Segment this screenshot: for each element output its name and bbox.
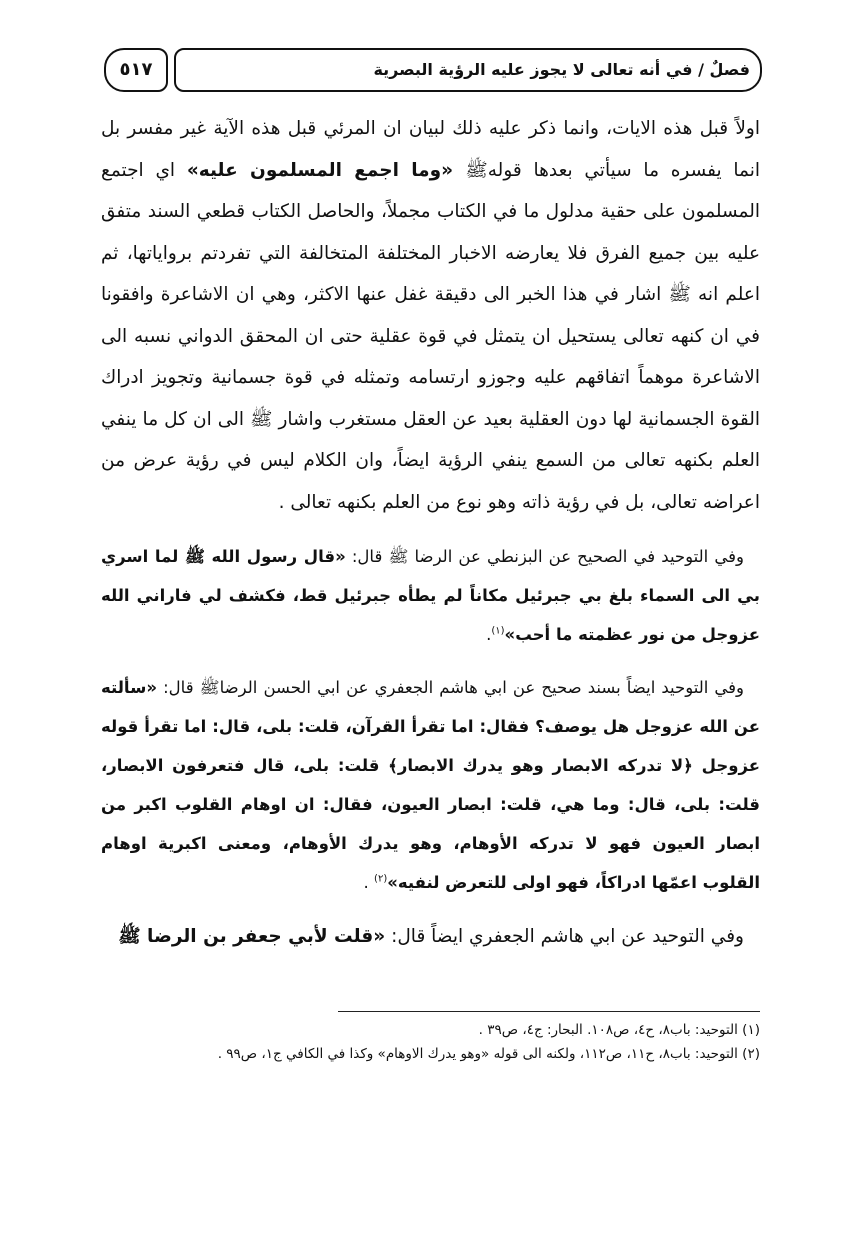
footnote-divider (338, 1011, 760, 1012)
salutation-glyph: ﷺ (250, 408, 273, 430)
text-segment: اي اجتمع المسلمون على حقية مدلول ما في الكتاب مجملاً، والحاصل الكتاب قطعي السند متفق عليه بين جميع الفرق فلا يعارضه الاخبار المختلفة المتخالفة التي تفردتم برواياتها، ثم اعلم انه (101, 159, 761, 305)
chapter-title: فصلٌ / في أنه تعالى لا يجوز عليه الرؤية البصرية (174, 48, 762, 92)
paragraph-2 (101, 537, 760, 654)
body-text (101, 108, 760, 958)
footnote-1: (١) التوحيد: باب٨، ح٤، ص١٠٨. البحار: ج٤، ص٣٩ . (478, 1022, 760, 1038)
bold-quote: «وما اجمع المسلمون عليه» (186, 159, 466, 181)
text-segment: وفي التوحيد في الصحيح عن البزنطي عن الرضا (408, 547, 744, 566)
text-segment: قال: (345, 547, 389, 566)
salutation-glyph: ﷺ (465, 159, 488, 181)
salutation-glyph: ﷺ (199, 678, 220, 697)
text-segment: وفي التوحيد ايضاً بسند صحيح عن ابي هاشم الجعفري عن ابي الحسن الرضا (219, 678, 744, 697)
paragraph-4 (101, 916, 760, 958)
paragraph-3 (101, 668, 760, 902)
salutation-glyph: ﷺ (388, 547, 409, 566)
footnote-ref-2: (٢) (374, 873, 388, 885)
footnote-ref-1: (١) (491, 625, 505, 637)
salutation-glyph: ﷺ (668, 284, 691, 305)
bold-quote: «قال رسول الله ﷺ لما اسري بي الى السماء بلغ بي جبرئيل مكاناً لم يطأه جبرئيل قط، فكشف لي فاراني الله عزوجل من نور عظمته ما أحب» (101, 547, 760, 644)
text-segment: قال: (157, 678, 200, 697)
page-number: ٥١٧ (104, 48, 168, 92)
text-segment: اشار في هذا الخبر الى دقيقة غفل عنها الاكثر، وهي ان الاشاعرة وافقونا في ان كنهه تعالى يستحيل ان يتمثل في قوة عقلية حتى ان المحقق الدواني نسبه الى الاشاعرة موهماً اتفاقهم عليه وجوزو ارتسامه وتمثله في قوة جسمانية وتجويز ادراك القوة الجسمانية لها دون العقلية بعيد عن العقل مستغرب واشار (101, 284, 761, 430)
text-segment: . (486, 625, 492, 644)
text-segment: الى ان كل ما ينفي العلم بكنهه تعالى من السمع ينفي الرؤية ايضاً، وان الكلام ليس في رؤية عرض من اعراضه تعالى، بل في رؤية ذاته وهو نوع من العلم بكنهه تعالى . (101, 408, 760, 513)
text-segment: وفي التوحيد عن ابي هاشم الجعفري ايضاً قال: (385, 926, 744, 947)
bold-quote: «قلت لأبي جعفر بن الرضا ﷺ (118, 926, 386, 947)
running-header (104, 48, 762, 94)
text-segment: . (363, 873, 375, 892)
footnotes (101, 1018, 760, 1066)
footnote-2: (٢) التوحيد: باب٨، ح١١، ص١١٢، ولكنه الى قوله «وهو يدرك الاوهام» وكذا في الكافي ج١، ص٩٩ . (217, 1046, 760, 1062)
text-segment: اولاً قبل هذه الايات، وانما ذكر عليه ذلك لبيان ان المرئي قبل هذه الآية غير مفسر بل انما يفسره ما سيأتي بعدها قوله (101, 118, 761, 181)
paragraph-1 (101, 108, 760, 523)
bold-quote: «سألته عن الله عزوجل هل يوصف؟ فقال: اما تقرأ القرآن، قلت: بلى، قال: اما تقرأ قوله عزوجل ﴿لا تدركه الابصار وهو يدرك الابصار﴾ قلت: بلى، قال فتعرفون الابصار، قلت: بلى، قال: وما هي، قلت: ابصار العيون، فقال: ان اوهام القلوب اكبر من ابصار العيون فهو لا تدركه الأوهام، وهو يدرك الأوهام، ومعنى اكبرية اوهام القلوب اعمّها ادراكاً، فهو اولى للتعرض لنفيه» (101, 678, 760, 892)
